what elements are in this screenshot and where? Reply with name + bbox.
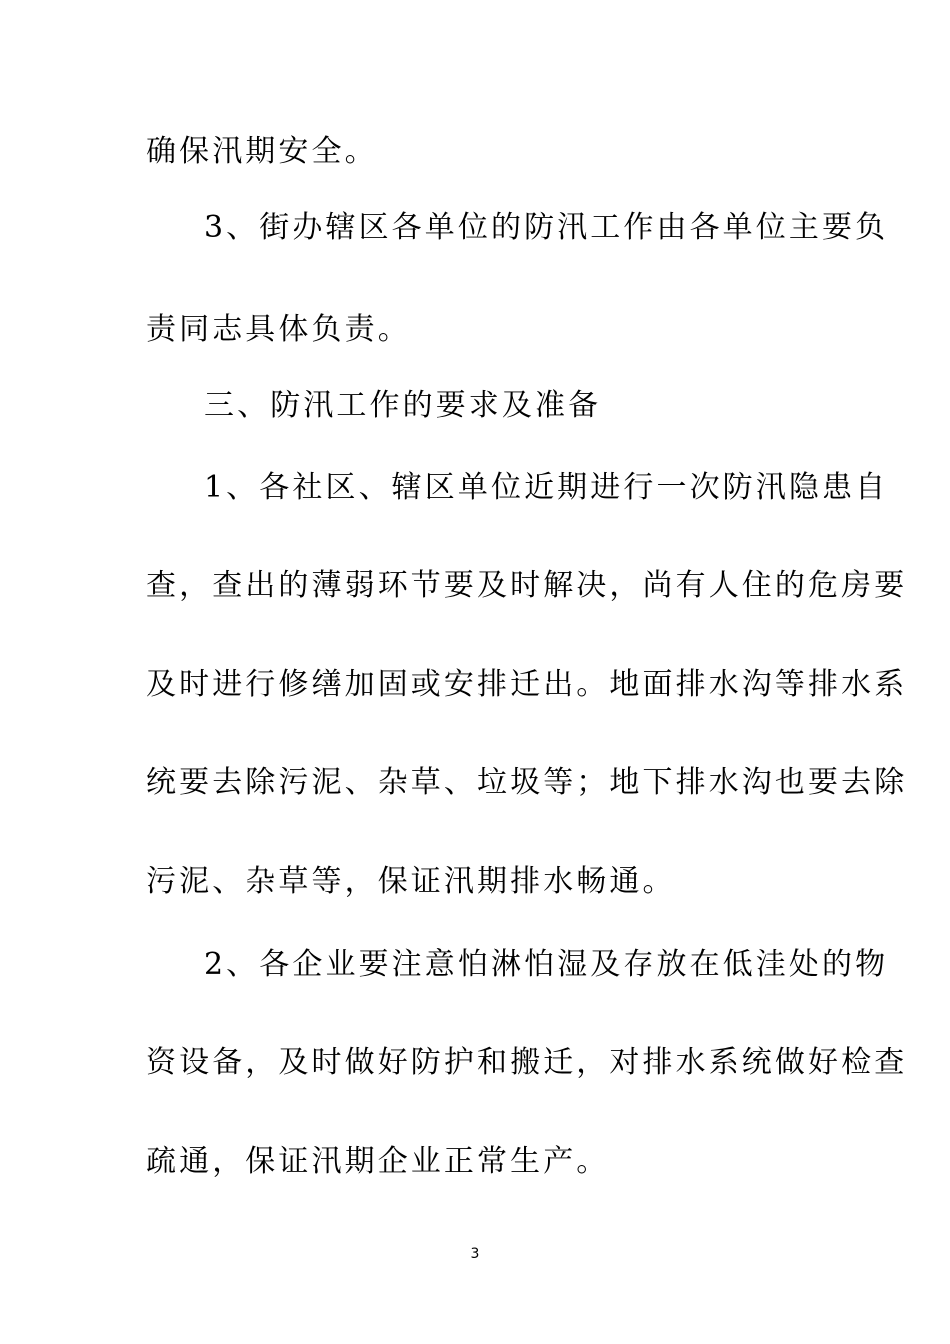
text-line: 疏通，保证汛期企业正常生产。: [146, 1144, 610, 1179]
text-line: 资设备，及时做好防护和搬迁，对排水系统做好检查: [146, 1045, 908, 1080]
text-line: 确保汛期安全。: [146, 134, 378, 169]
text-line: 查，查出的薄弱环节要及时解决，尚有人住的危房要: [146, 568, 908, 603]
section-heading: 三、防汛工作的要求及准备: [204, 388, 602, 423]
text-line: 责同志具体负责。: [146, 312, 411, 347]
text-line: 污泥、杂草等，保证汛期排水畅通。: [146, 864, 676, 899]
text-line: 2、各企业要注意怕淋怕湿及存放在低洼处的物: [204, 947, 889, 982]
page-number: 3: [470, 1246, 480, 1262]
text-line: 1、各社区、辖区单位近期进行一次防汛隐患自: [204, 470, 889, 505]
text-line: 及时进行修缮加固或安排迁出。地面排水沟等排水系: [146, 667, 908, 702]
text-line: 统要去除污泥、杂草、垃圾等；地下排水沟也要去除: [146, 765, 908, 800]
text-line: 3、街办辖区各单位的防汛工作由各单位主要负: [204, 210, 889, 245]
